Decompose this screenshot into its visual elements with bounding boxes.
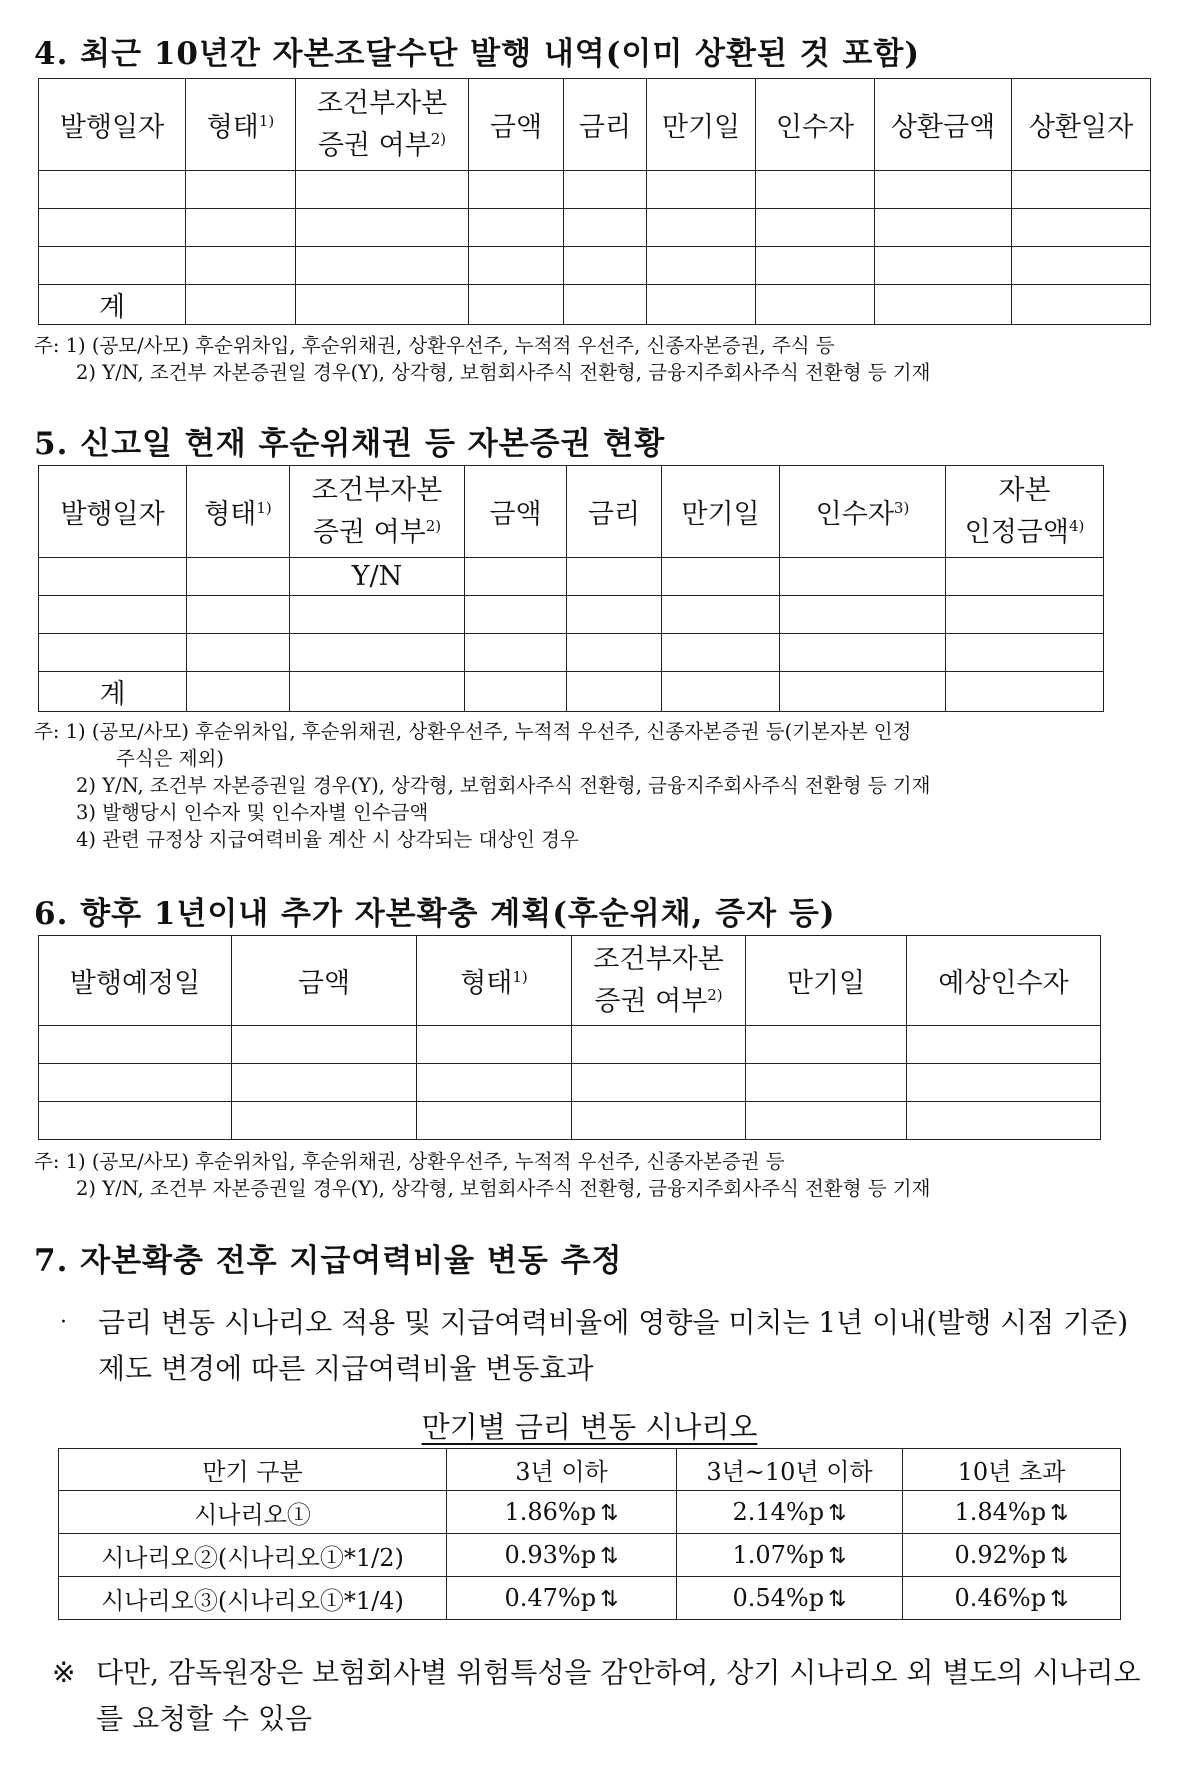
header-under-3y: 3년 이하 — [447, 1449, 677, 1491]
section-5-title: 5. 신고일 현재 후순위채권 등 자본증권 현황 — [34, 426, 666, 462]
up-down-arrow-icon: ⇅ — [1050, 1544, 1069, 1569]
header-redemption-amount: 상환금액 — [875, 79, 1012, 171]
yn-cell: Y/N — [290, 558, 465, 596]
remark-text: 다만, 감독원장은 보험회사별 위험특성을 감안하여, 상기 시나리오 외 별도의 시나리오를 요청할 수 있음 — [96, 1656, 1141, 1735]
note-line: 3) 발행당시 인수자 및 인수자별 인수금액 — [76, 801, 429, 824]
header-form: 형태$^{1)}$ — [186, 79, 296, 171]
rate-cell: 1.84%p ⇅ — [903, 1491, 1121, 1534]
total-row — [39, 285, 1151, 325]
bullet-mark: · — [60, 1310, 67, 1335]
up-down-arrow-icon: ⇅ — [600, 1587, 619, 1612]
header-3y-10y: 3년~10년 이하 — [677, 1449, 903, 1491]
note-line: 4) 관련 규정상 지급여력비율 계산 시 상각되는 대상인 경우 — [76, 828, 579, 851]
header-amount: 금액 — [232, 936, 417, 1026]
reference-mark: ※ — [52, 1656, 76, 1689]
scenario-label: 시나리오②(시나리오①*1/2) — [59, 1534, 447, 1577]
header-maturity: 만기일 — [647, 79, 756, 171]
header-amount: 금액 — [469, 79, 564, 171]
note-line: 2) Y/N, 조건부 자본증권일 경우(Y), 상각형, 보험회사주식 전환형, 금융지주회사주식 전환형 등 기재 — [76, 361, 931, 384]
table-row — [39, 1102, 1101, 1140]
table-row — [39, 634, 1104, 672]
header-conditional-capital: 조건부자본 증권 여부$^{2)}$ — [572, 936, 746, 1026]
section-7-title: 7. 자본확충 전후 지급여력비율 변동 추정 — [34, 1243, 623, 1279]
section-5-notes — [34, 718, 930, 853]
rate-cell: 0.54%p ⇅ — [677, 1577, 903, 1620]
header-planned-date: 발행예정일 — [39, 936, 232, 1026]
total-label: 계 — [39, 672, 187, 712]
header-issue-date: 발행일자 — [39, 79, 186, 171]
note-line: 주: 1) (공모/사모) 후순위차입, 후순위채권, 상환우선주, 누적적 우선주, 신종자본증권, 주식 등 — [34, 334, 835, 357]
scenario-label: 시나리오③(시나리오①*1/4) — [59, 1577, 447, 1620]
capital-securities-table — [38, 465, 1104, 712]
rate-cell: 0.93%p ⇅ — [447, 1534, 677, 1577]
bullet-text: 금리 변동 시나리오 적용 및 지급여력비율에 영향을 미치는 1년 이내(발행 시점 기준) 제도 변경에 따른 지급여력비율 변동효과 — [98, 1306, 1129, 1385]
total-row — [39, 672, 1104, 712]
up-down-arrow-icon: ⇅ — [600, 1501, 619, 1526]
remark-paragraph — [52, 1650, 1152, 1742]
header-expected-buyer: 예상인수자 — [907, 936, 1101, 1026]
table-row — [59, 1577, 1121, 1620]
note-line: 주: 1) (공모/사모) 후순위차입, 후순위채권, 상환우선주, 누적적 우선주, 신종자본증권 등(기본자본 인정 — [34, 720, 912, 743]
note-line: 주식은 제외) — [116, 747, 224, 770]
up-down-arrow-icon: ⇅ — [828, 1501, 847, 1526]
header-maturity: 만기일 — [746, 936, 907, 1026]
rate-cell: 1.86%p ⇅ — [447, 1491, 677, 1534]
header-form: 형태$^{1)}$ — [417, 936, 572, 1026]
header-maturity: 만기일 — [662, 466, 780, 558]
table-row — [59, 1534, 1121, 1577]
bullet-paragraph — [60, 1300, 1150, 1392]
header-conditional-capital: 조건부자본 증권 여부$^{2)}$ — [296, 79, 469, 171]
table-row — [39, 1026, 1101, 1064]
note-line: 2) Y/N, 조건부 자본증권일 경우(Y), 상각형, 보험회사주식 전환형, 금융지주회사주식 전환형 등 기재 — [76, 774, 931, 797]
up-down-arrow-icon: ⇅ — [1050, 1587, 1069, 1612]
rate-cell: 0.47%p ⇅ — [447, 1577, 677, 1620]
header-buyer: 인수자$^{3)}$ — [780, 466, 946, 558]
up-down-arrow-icon: ⇅ — [828, 1587, 847, 1612]
up-down-arrow-icon: ⇅ — [1050, 1501, 1069, 1526]
header-rate: 금리 — [567, 466, 662, 558]
scenario-table-caption: 만기별 금리 변동 시나리오 — [421, 1410, 758, 1444]
section-6-title: 6. 향후 1년이내 추가 자본확충 계획(후순위채, 증자 등) — [34, 896, 836, 932]
section-4-title: 4. 최근 10년간 자본조달수단 발행 내역(이미 상환된 것 포함) — [34, 36, 920, 72]
header-form: 형태$^{1)}$ — [187, 466, 290, 558]
rate-cell: 2.14%p ⇅ — [677, 1491, 903, 1534]
header-maturity-class: 만기 구분 — [59, 1449, 447, 1491]
up-down-arrow-icon: ⇅ — [600, 1544, 619, 1569]
table-row — [39, 247, 1151, 285]
rate-cell: 1.07%p ⇅ — [677, 1534, 903, 1577]
header-rate: 금리 — [564, 79, 647, 171]
table-row — [59, 1491, 1121, 1534]
table-row — [39, 171, 1151, 209]
header-amount: 금액 — [465, 466, 567, 558]
table-row — [39, 596, 1104, 634]
table-row — [39, 209, 1151, 247]
scenario-label: 시나리오① — [59, 1491, 447, 1534]
rate-cell: 0.92%p ⇅ — [903, 1534, 1121, 1577]
issuance-history-table — [38, 78, 1151, 325]
header-recognized-capital: 자본 인정금액$^{4)}$ — [946, 466, 1104, 558]
note-line: 주: 1) (공모/사모) 후순위차입, 후순위채권, 상환우선주, 누적적 우선주, 신종자본증권 등 — [34, 1150, 785, 1173]
total-label: 계 — [39, 285, 186, 325]
rate-scenario-table — [58, 1448, 1121, 1620]
header-issue-date: 발행일자 — [39, 466, 187, 558]
section-6-notes — [34, 1148, 930, 1202]
header-conditional-capital: 조건부자본 증권 여부$^{2)}$ — [290, 466, 465, 558]
up-down-arrow-icon: ⇅ — [828, 1544, 847, 1569]
section-4-notes — [34, 332, 930, 386]
note-line: 2) Y/N, 조건부 자본증권일 경우(Y), 상각형, 보험회사주식 전환형, 금융지주회사주식 전환형 등 기재 — [76, 1177, 931, 1200]
table-row — [39, 558, 1104, 596]
rate-cell: 0.46%p ⇅ — [903, 1577, 1121, 1620]
header-redemption-date: 상환일자 — [1012, 79, 1151, 171]
header-buyer: 인수자 — [756, 79, 875, 171]
table-row — [39, 1064, 1101, 1102]
capital-plan-table — [38, 935, 1101, 1140]
header-over-10y: 10년 초과 — [903, 1449, 1121, 1491]
